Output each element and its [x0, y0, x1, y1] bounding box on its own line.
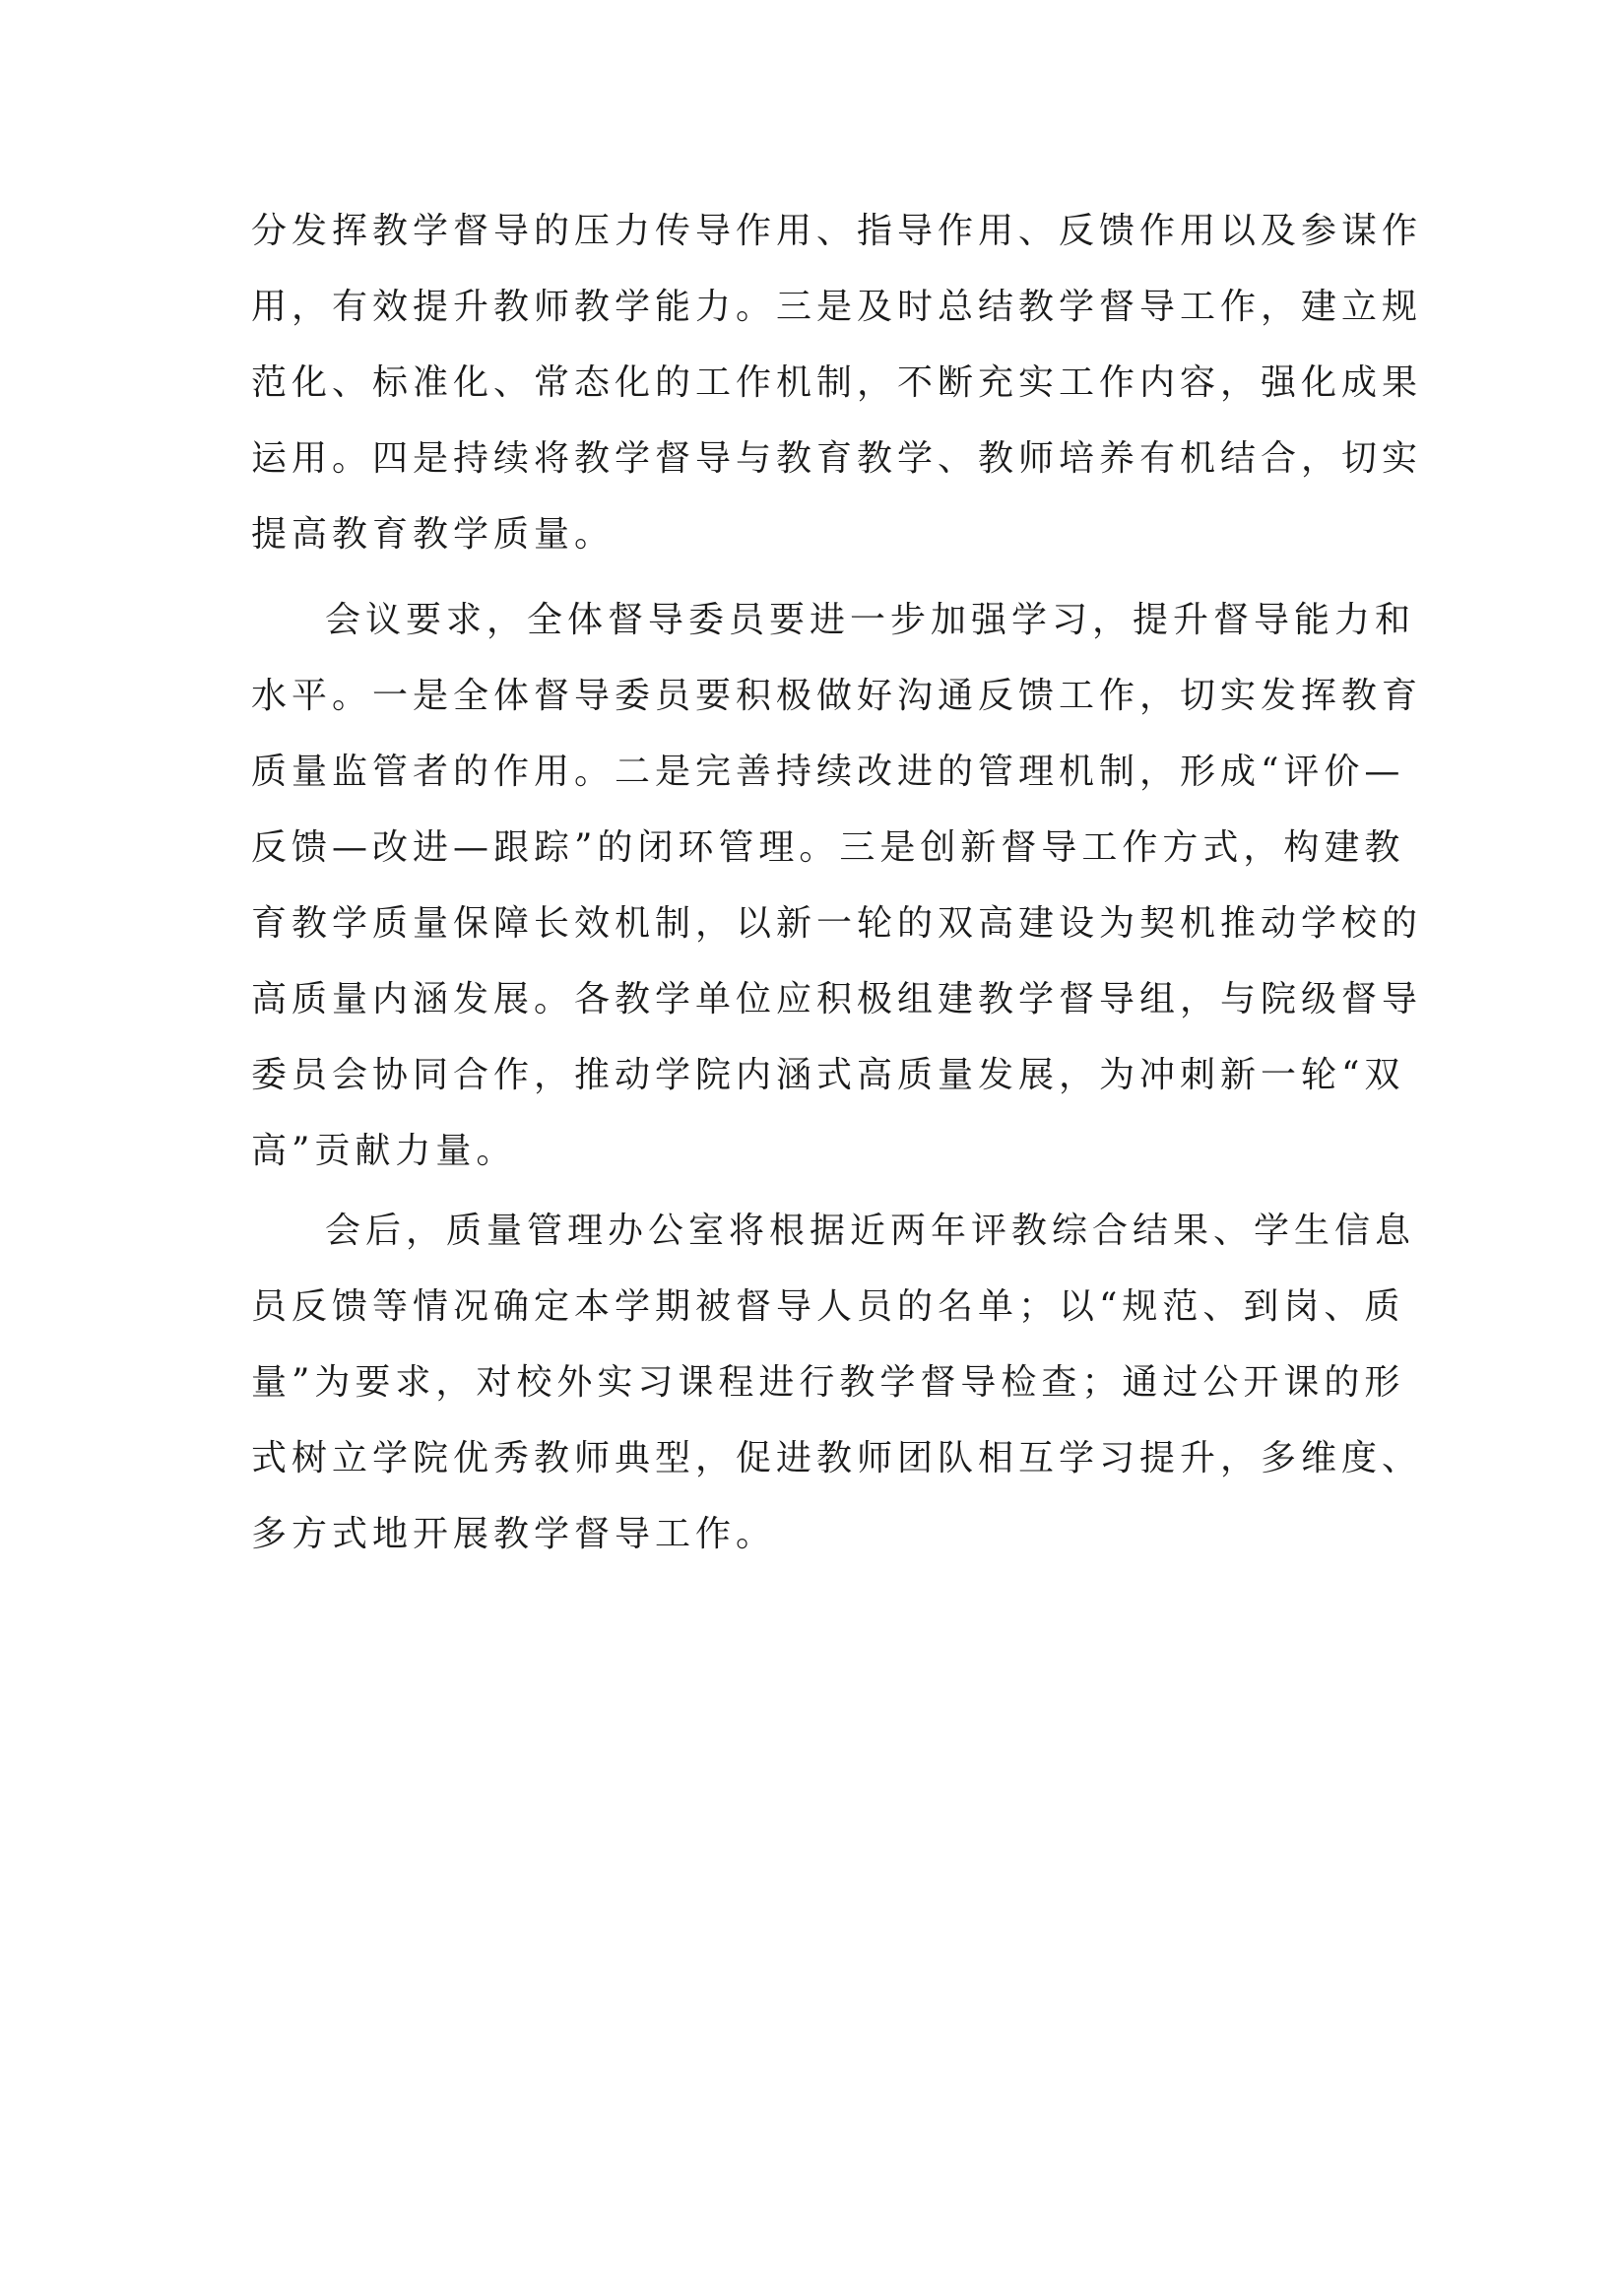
text-line: 分发挥教学督导的压力传导作用、指导作用、反馈作用以及参谋作 — [251, 211, 1423, 251]
paragraph-2 — [251, 582, 1423, 1189]
text-line: 会后，质量管理办公室将根据近两年评教综合结果、学生信息 — [325, 1211, 1416, 1251]
text-line: 高”贡献力量。 — [251, 1131, 517, 1171]
text-line: 委员会协同合作，推动学院内涵式高质量发展，为冲刺新一轮“双 — [251, 1055, 1405, 1095]
text-line: 量”为要求，对校外实习课程进行教学督导检查；通过公开课的形 — [251, 1362, 1405, 1403]
text-line: 提高教育教学质量。 — [251, 514, 616, 555]
text-line: 会议要求，全体督导委员要进一步加强学习，提升督导能力和 — [325, 600, 1416, 640]
text-line: 式树立学院优秀教师典型，促进教师团队相互学习提升，多维度、 — [251, 1438, 1423, 1478]
text-line: 水平。一是全体督导委员要积极做好沟通反馈工作，切实发挥教育 — [251, 676, 1423, 716]
text-line: 员反馈等情况确定本学期被督导人员的名单；以“规范、到岗、质 — [251, 1286, 1405, 1327]
paragraph-3 — [251, 1193, 1423, 1572]
document-body — [251, 193, 1423, 1572]
text-line: 质量监管者的作用。二是完善持续改进的管理机制，形成“评价— — [251, 752, 1405, 792]
text-line: 反馈—改进—跟踪”的闭环管理。三是创新督导工作方式，构建教 — [251, 827, 1405, 868]
text-line: 高质量内涵发展。各教学单位应积极组建教学督导组，与院级督导 — [251, 979, 1423, 1019]
text-line: 育教学质量保障长效机制，以新一轮的双高建设为契机推动学校的 — [251, 903, 1423, 944]
text-line: 用，有效提升教师教学能力。三是及时总结教学督导工作，建立规 — [251, 287, 1423, 327]
text-line: 范化、标准化、常态化的工作机制，不断充实工作内容，强化成果 — [251, 362, 1423, 403]
paragraph-1 — [251, 193, 1423, 572]
text-line: 运用。四是持续将教学督导与教育教学、教师培养有机结合，切实 — [251, 438, 1423, 479]
text-line: 多方式地开展教学督导工作。 — [251, 1514, 777, 1554]
paragraph-spacer — [251, 572, 1384, 582]
